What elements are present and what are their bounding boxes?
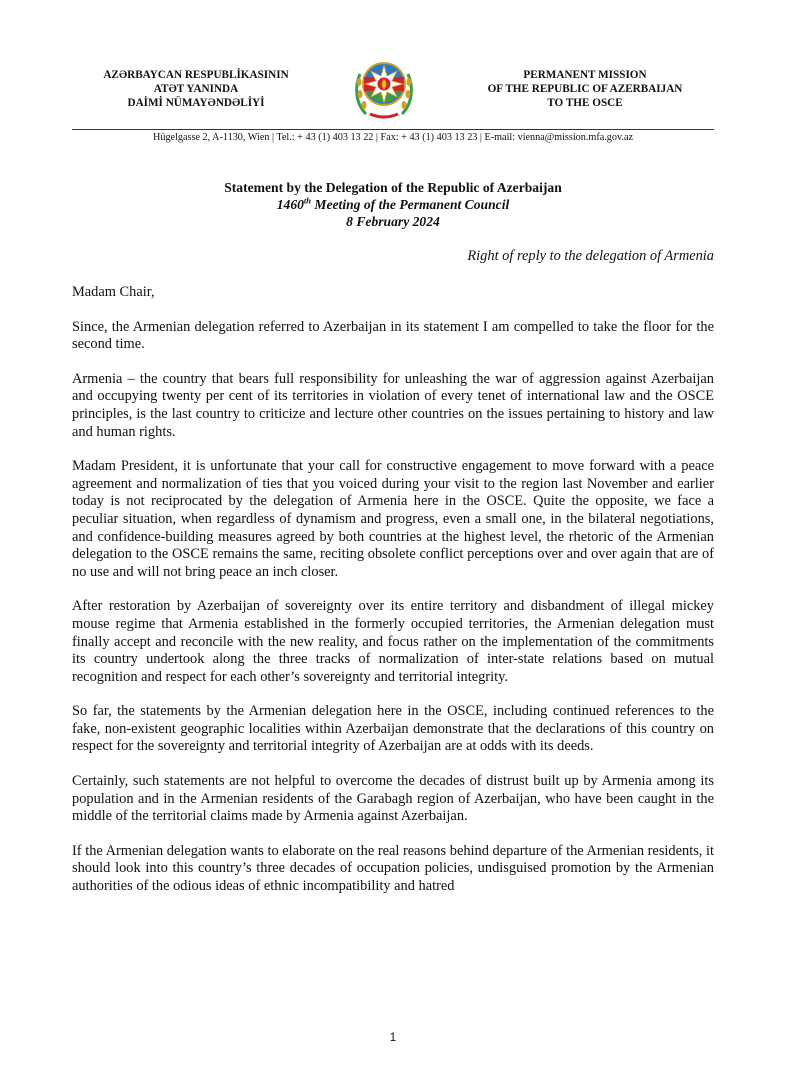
paragraph: So far, the statements by the Armenian delegation here in the OSCE, including continued references to the fake, non-existent geographic localities within Azerbaijan demonstrate that the declarations of this country on respect for the sovereignty and territorial integrity of Azerbaijan are at odds with its deeds.: [72, 703, 714, 755]
statement-heading: [0, 179, 786, 230]
paragraph: After restoration by Azerbaijan of sovereignty over its entire territory and disbandment of illegal mickey mouse regime that Armenia established in the formerly occupied territories, the Armenian delegation must finally accept and reconcile with the new reality, and focus rather on the implementation of the commitments its country undertook along the three tracks of normalization of inter-state relations based on mutual recognition and respect for each other’s sovereignty and territorial integrity.: [72, 598, 714, 685]
letterhead-left-line: DAİMİ NÜMAYƏNDƏLİYİ: [127, 97, 265, 109]
statement-body: [72, 284, 714, 913]
meeting-number: 1460: [276, 197, 304, 212]
letterhead-right-line: PERMANENT MISSION: [523, 69, 647, 81]
letterhead-right-line: TO THE OSCE: [547, 97, 623, 109]
mission-address: Hügelgasse 2, A-1130, Wien | Tel.: + 43 (1) 403 13 22 | Fax: + 43 (1) 403 13 23 | E-mail: vienna@mission.mfa.gov.az: [153, 132, 633, 143]
letterhead-left-line: ATƏT YANINDA: [153, 83, 239, 95]
statement-title: Statement by the Delegation of the Republic of Azerbaijan: [224, 180, 562, 195]
letterhead: [0, 62, 786, 122]
meeting-line: [0, 196, 786, 213]
letterhead-left-line: AZƏRBAYCAN RESPUBLİKASININ: [103, 69, 289, 81]
letterhead-right-line: OF THE REPUBLIC OF AZERBAIJAN: [487, 83, 683, 95]
paragraph: Since, the Armenian delegation referred to Azerbaijan in its statement I am compelled to take the floor for the second time.: [72, 318, 714, 353]
paragraph: If the Armenian delegation wants to elaborate on the real reasons behind departure of the Armenian residents, it should look into this country’s three decades of occupation policies, undisguised promotion by the Armenian authorities of the odious ideas of ethnic incompatibility and hatred: [72, 842, 714, 895]
letterhead-right: [460, 68, 710, 110]
page-number: 1: [389, 1032, 397, 1044]
azerbaijan-coat-of-arms-icon: [352, 48, 416, 124]
paragraph: Armenia – the country that bears full responsibility for unleashing the war of aggression against Azerbaijan and occupying twenty per cent of its territories in violation of every tenet of international law and the OSCE principles, is the last country to criticize and lecture other countries on the issues pertaining to history and law and human rights.: [72, 370, 714, 440]
salutation: Madam Chair,: [72, 284, 155, 300]
meeting-name: Meeting of the Permanent Council: [311, 197, 510, 212]
paragraph: Madam President, it is unfortunate that your call for constructive engagement to move forward with a peace agreement and normalization of ties that you voiced during your visit to the region last November and earlier today is not reciprocated by the delegation of Armenia here in the OSCE. Quite the opposite, we face a peculiar situation, when regardless of dynamism and progress, even a small one, in the bilateral negotiations, and confidence-building measures agreed by both countries at the highest level, the rhetoric of the Armenian delegation to the OSCE remains the same, reciting obsolete conflict perceptions over and over again that are of no use and will not bring peace an inch closer.: [72, 458, 714, 580]
letterhead-left: [72, 68, 320, 110]
meeting-suffix: th: [303, 195, 311, 206]
reply-note: Right of reply to the delegation of Armenia: [467, 248, 714, 264]
paragraph: Certainly, such statements are not helpful to overcome the decades of distrust built up by Armenia among its population and in the Armenian residents of the Garabagh region of Azerbaijan, who have been caught in the middle of the territorial claims made by Armenia against Azerbaijan.: [72, 773, 714, 825]
header-divider: [72, 129, 714, 130]
statement-date: 8 February 2024: [346, 214, 440, 229]
